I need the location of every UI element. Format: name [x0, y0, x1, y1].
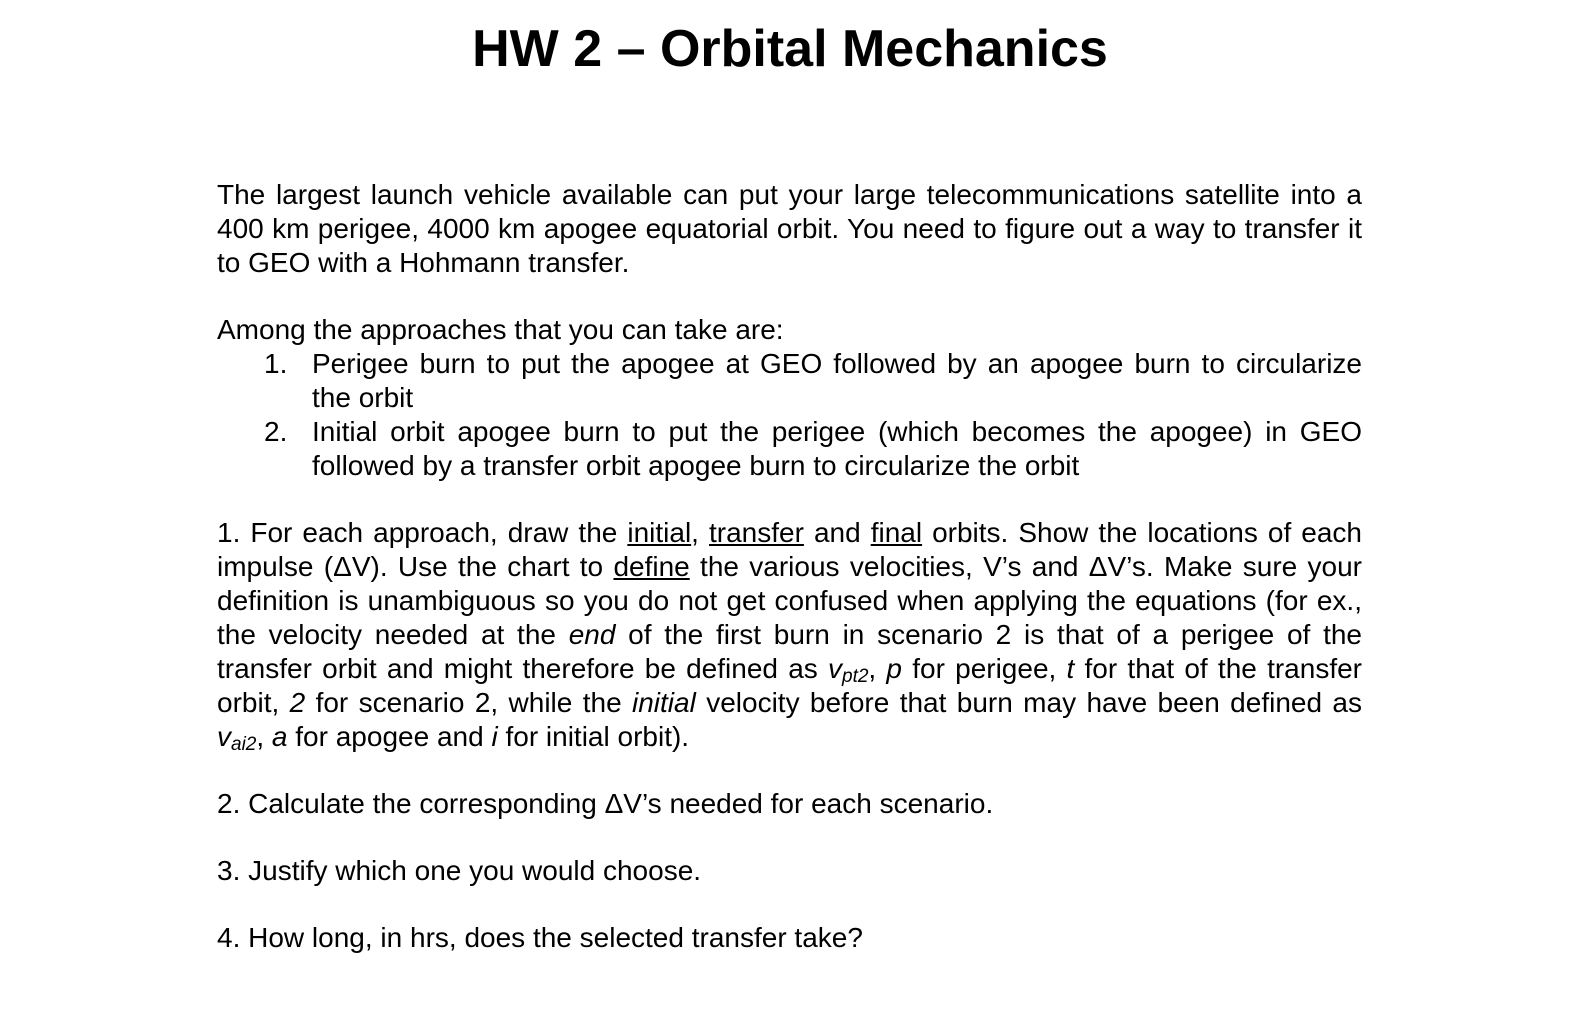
underlined-term-initial: initial [627, 517, 692, 548]
q1-text: and [803, 517, 871, 548]
q1-text: for scenario 2, while the [305, 687, 633, 718]
emphasis-2: 2 [289, 687, 306, 718]
question-3: 3. Justify which one you would choose. [217, 855, 702, 886]
approaches-list [217, 347, 1362, 483]
emphasis-i: i [491, 721, 498, 752]
q1-text: of the first burn in scenario 2 is that of a perigee of the transfer orbit and might therefore be defined as [217, 619, 1362, 684]
q1-text: 1. For each approach, draw the [217, 517, 628, 548]
question-1 [217, 516, 1362, 754]
spacer [217, 888, 1362, 921]
q1-text: orbits. Show the locations of each impulse (ΔV). Use the chart to [217, 517, 1362, 582]
underlined-term-define: define [613, 551, 690, 582]
list-item-number: 1. [264, 348, 288, 379]
q1-text: for apogee and [287, 721, 492, 752]
question-2: 2. Calculate the corresponding ΔV’s needed for each scenario. [217, 788, 994, 819]
list-item [217, 347, 1362, 415]
page-title: HW 2 – Orbital Mechanics [472, 20, 1108, 78]
variable-v: v [828, 653, 842, 684]
q1-text: for perigee, [902, 653, 1067, 684]
q1-text: for that of the transfer orbit, [217, 653, 1362, 718]
subscript-pt2: pt2 [842, 666, 869, 687]
question-4: 4. How long, in hrs, does the selected transfer take? [217, 922, 863, 953]
q1-text: , [691, 517, 709, 548]
emphasis-t: t [1066, 653, 1075, 684]
underlined-term-final: final [870, 517, 923, 548]
emphasis-a: a [271, 721, 288, 752]
emphasis-initial: initial [632, 687, 696, 718]
spacer [217, 280, 1362, 313]
list-item-number: 2. [264, 416, 288, 447]
spacer [217, 483, 1362, 516]
spacer [217, 821, 1362, 854]
variable-v: v [217, 721, 231, 752]
document-body [217, 178, 1362, 955]
q1-text: for initial orbit). [497, 721, 690, 752]
list-item-text: Initial orbit apogee burn to put the perigee (which becomes the apogee) in GEO followed by a transfer orbit apogee burn to circularize the orbit [312, 416, 1362, 481]
emphasis-p: p [886, 653, 902, 684]
emphasis-end: end [568, 619, 616, 650]
q1-text: velocity before that burn may have been defined as [695, 687, 1362, 718]
q1-text: , [868, 653, 887, 684]
subscript-ai2: ai2 [231, 734, 257, 755]
q1-text: the various velocities, V’s and ΔV’s. Make sure your definition is unambiguous so you do not get confused when applying the equations (for ex., the velocity needed at the [217, 551, 1362, 650]
approaches-lead: Among the approaches that you can take are: [217, 314, 784, 345]
intro-paragraph: The largest launch vehicle available can put your large telecommunications satellite into a 400 km perigee, 4000 km apogee equatorial orbit. You need to figure out a way to transfer it to GEO with a Hohmann transfer. [217, 179, 1362, 278]
spacer [217, 754, 1362, 787]
list-item [217, 415, 1362, 483]
underlined-term-transfer: transfer [708, 517, 804, 548]
list-item-text: Perigee burn to put the apogee at GEO followed by an apogee burn to circularize the orbit [312, 348, 1362, 413]
q1-text: , [256, 721, 272, 752]
